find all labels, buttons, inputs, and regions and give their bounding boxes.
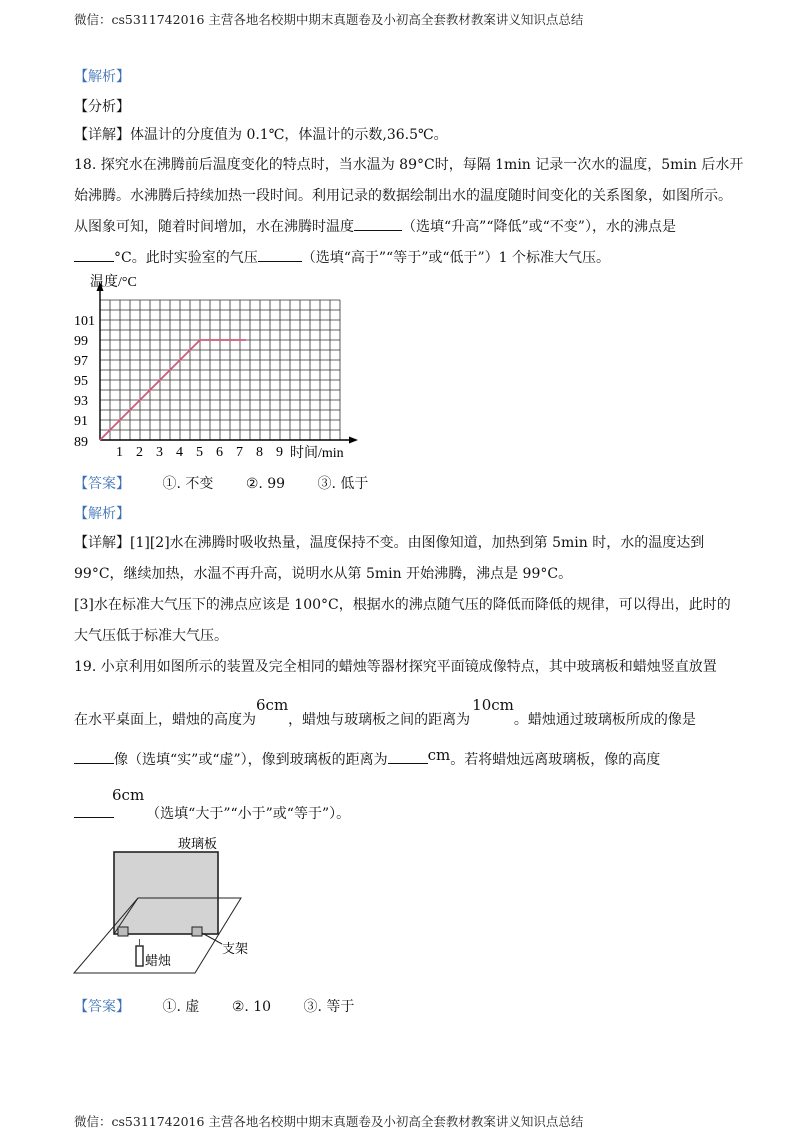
blank-4 [74,751,114,764]
q18-line3b: （选填“升高”“降低”或“不变”），水的沸点是 [402,219,676,235]
y-tick-label: 93 [74,394,88,409]
label-candle: 蜡烛 [145,953,172,968]
q18-line3a: 从图象可知，随着时间增加，水在沸腾时温度 [74,219,354,235]
q19-unit-cm: cm [427,746,451,764]
x-axis-arrow [349,437,358,444]
chart-ticks [74,314,283,460]
x-tick-label: 4 [176,445,183,460]
q18-line1: 18. 探究水在沸腾前后温度变化的特点时，当水温为 89°C时，每隔 1min 记录一次水的温度，5min 后水开 [74,157,744,173]
q18-line4 [74,247,610,267]
q19-line1: 19. 小京利用如图所示的装置及完全相同的蜡烛等器材探究平面镜成像特点，其中玻璃板和蜡烛竖直放置 [74,659,717,675]
q19-answer-tag: 【答案】 [74,999,130,1015]
y-tick-label: 97 [74,354,88,369]
stand-left [118,927,128,936]
q19-height-value: 6cm [256,696,289,714]
blank-6 [74,805,114,818]
q17-detail-text: 体温计的分度值为 0.1℃，体温计的示数,36.5℃。 [130,127,448,143]
q18-answer-3: ③. 低于 [317,476,369,492]
y-tick-label: 89 [74,435,88,450]
q18-line4a: °C。此时实验室的气压 [114,250,258,266]
x-tick-label: 1 [116,445,123,460]
q18-detail4: 大气压低于标准大气压。 [74,628,228,644]
y-tick-label: 91 [74,414,88,429]
q17-jiexi: 【解析】 [74,69,130,85]
q19-line4-text: （选填“大于”“小于”或“等于”）。 [146,806,351,822]
q18-line4b: （选填“高于”“等于”或“低于”）1 个标准大气压。 [301,250,611,266]
y-tick-label: 95 [74,374,88,389]
q19-line2b: ，蜡烛与玻璃板之间的距离为 [288,712,471,728]
blank-3 [258,249,302,262]
q19-answer-1: ①. 虚 [162,999,200,1015]
x-tick-label: 5 [196,445,203,460]
chart-xlabel: 时间/min [290,446,344,461]
stand-right [192,927,202,936]
label-stand: 支架 [222,941,249,956]
page-footer: 微信：cs5311742016 主营各地名校期中期末真题卷及小初高全套教材教案讲义知识点总结 [74,1114,584,1129]
x-tick-label: 3 [156,445,163,460]
x-tick-label: 7 [236,445,243,460]
mirror-apparatus-figure [70,832,270,977]
blank-1 [354,218,402,231]
q17-detail [74,124,448,144]
q18-detail1: 【详解】[1][2]水在沸腾时吸收热量，温度保持不变。由图像知道，加热到第 5min 时，水的温度达到 [74,535,705,551]
q19-line3 [74,746,661,769]
glass-plate [114,852,218,934]
q18-detail3: [3]水在标准大气压下的沸点应该是 100°C，根据水的沸点随气压的降低而降低的规律，可以得出，此时的 [74,597,731,613]
y-tick-label: 101 [74,314,95,329]
q18-line3 [74,216,676,236]
q18-detail2: 99°C，继续加热，水温不再升高，说明水从第 5min 开始沸腾，沸点是 99°C。 [74,566,573,582]
q18-answer-2: ②. 99 [245,476,286,492]
q18-line2: 始沸腾。水沸腾后持续加热一段时间。利用记录的数据绘制出水的温度随时间变化的关系图象，如图所示。 [74,188,732,204]
blank-2 [74,249,114,262]
page-header: 微信：cs5311742016 主营各地名校期中期末真题卷及小初高全套教材教案讲义知识点总结 [74,12,584,27]
candle-body [136,946,143,966]
blank-5 [388,751,428,764]
temperature-chart [70,268,360,466]
chart-ylabel: 温度/°C [90,275,137,290]
y-tick-label: 99 [74,334,88,349]
chart-axes [97,282,359,444]
chart-grid [100,300,340,440]
q18-answer-tag: 【答案】 [74,476,130,492]
q19-line2c: 。蜡烛通过玻璃板所成的像是 [513,712,696,728]
q19-line4 [74,786,351,823]
q19-line2a: 在水平桌面上，蜡烛的高度为 [74,712,256,728]
q19-answer-3: ③. 等于 [303,999,355,1015]
q19-height-value-2: 6cm [112,786,145,804]
x-tick-label: 9 [276,445,283,460]
q18-answer [74,473,368,493]
q19-line2 [74,696,696,729]
q19-answer [74,996,354,1016]
q17-detail-tag: 【详解】 [74,127,130,143]
x-tick-label: 8 [256,445,263,460]
q19-line3a: 像（选填“实”或“虚”），像到玻璃板的距离为 [114,752,388,768]
q19-line3b: 。若将蜡烛远离玻璃板，像的高度 [450,752,661,768]
label-glass-plate: 玻璃板 [178,836,218,851]
q18-jiexi: 【解析】 [74,506,130,522]
x-tick-label: 2 [136,445,143,460]
q18-answer-1: ①. 不变 [162,476,214,492]
q19-answer-2: ②. 10 [231,999,272,1015]
q19-distance-value: 10cm [472,696,514,714]
q17-fenxi: 【分析】 [74,99,130,115]
x-tick-label: 6 [216,445,223,460]
